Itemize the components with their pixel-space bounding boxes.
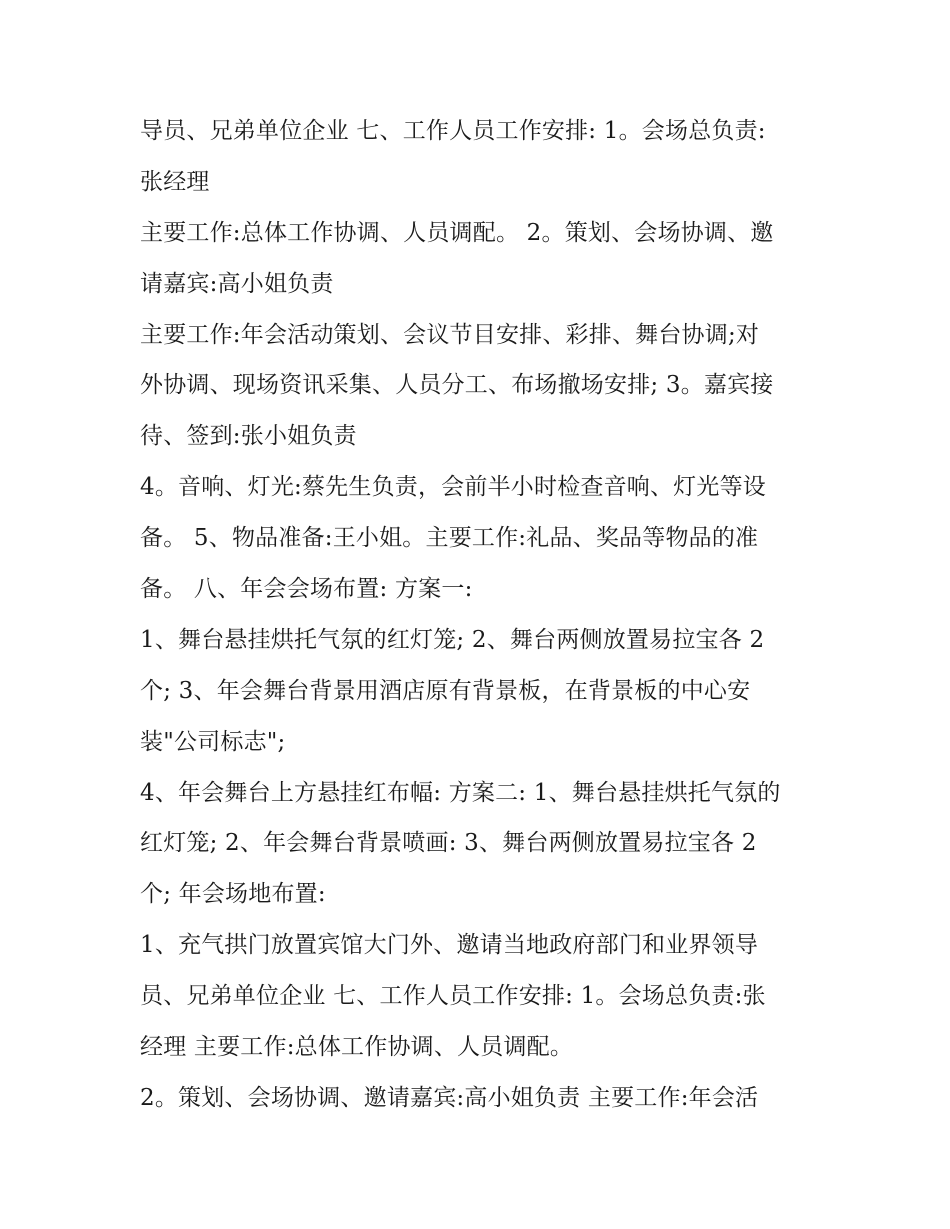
text-line: 2。策划、会场协调、邀请嘉宾:高小姐负责 主要工作:年会活 [140, 1084, 759, 1111]
text-line: 1、充气拱门放置宾馆大门外、邀请当地政府部门和业界领导 [140, 932, 759, 959]
text-line: 备。 5、物品准备:王小姐。主要工作:礼品、奖品等物品的准 [140, 525, 759, 552]
text-line: 外协调、现场资讯采集、人员分工、布场撤场安排; 3。嘉宾接 [140, 372, 774, 399]
text-line: 主要工作:年会活动策划、会议节目安排、彩排、舞台协调;对 [140, 321, 760, 348]
text-line: 个; 3、年会舞台背景用酒店原有背景板，在背景板的中心安 [140, 677, 751, 704]
text-line: 个; 年会场地布置: [140, 881, 326, 908]
text-line: 备。 八、年会会场布置: 方案一: [140, 576, 473, 603]
text-line: 红灯笼; 2、年会舞台背景喷画: 3、舞台两侧放置易拉宝各 2 [140, 830, 757, 857]
text-line: 待、签到:张小姐负责 [140, 423, 357, 450]
text-line: 请嘉宾:高小姐负责 [140, 270, 334, 297]
text-line: 导员、兄弟单位企业 七、工作人员工作安排: 1。会场总负责: [140, 118, 766, 144]
document-body [140, 106, 820, 1124]
text-line: 张经理 [140, 168, 210, 195]
text-line: 员、兄弟单位企业 七、工作人员工作安排: 1。会场总负责:张 [140, 983, 766, 1010]
text-line: 主要工作:总体工作协调、人员调配。 2。策划、会场协调、邀 [140, 219, 774, 246]
text-line: 装"公司标志"; [140, 728, 286, 755]
text-line: 1、舞台悬挂烘托气氛的红灯笼; 2、舞台两侧放置易拉宝各 2 [140, 626, 765, 653]
text-line: 4。音响、灯光:蔡先生负责，会前半小时检查音响、灯光等设 [140, 474, 766, 501]
text-line: 4、年会舞台上方悬挂红布幅: 方案二: 1、舞台悬挂烘托气氛的 [140, 779, 781, 806]
text-line: 经理 主要工作:总体工作协调、人员调配。 [140, 1034, 574, 1061]
